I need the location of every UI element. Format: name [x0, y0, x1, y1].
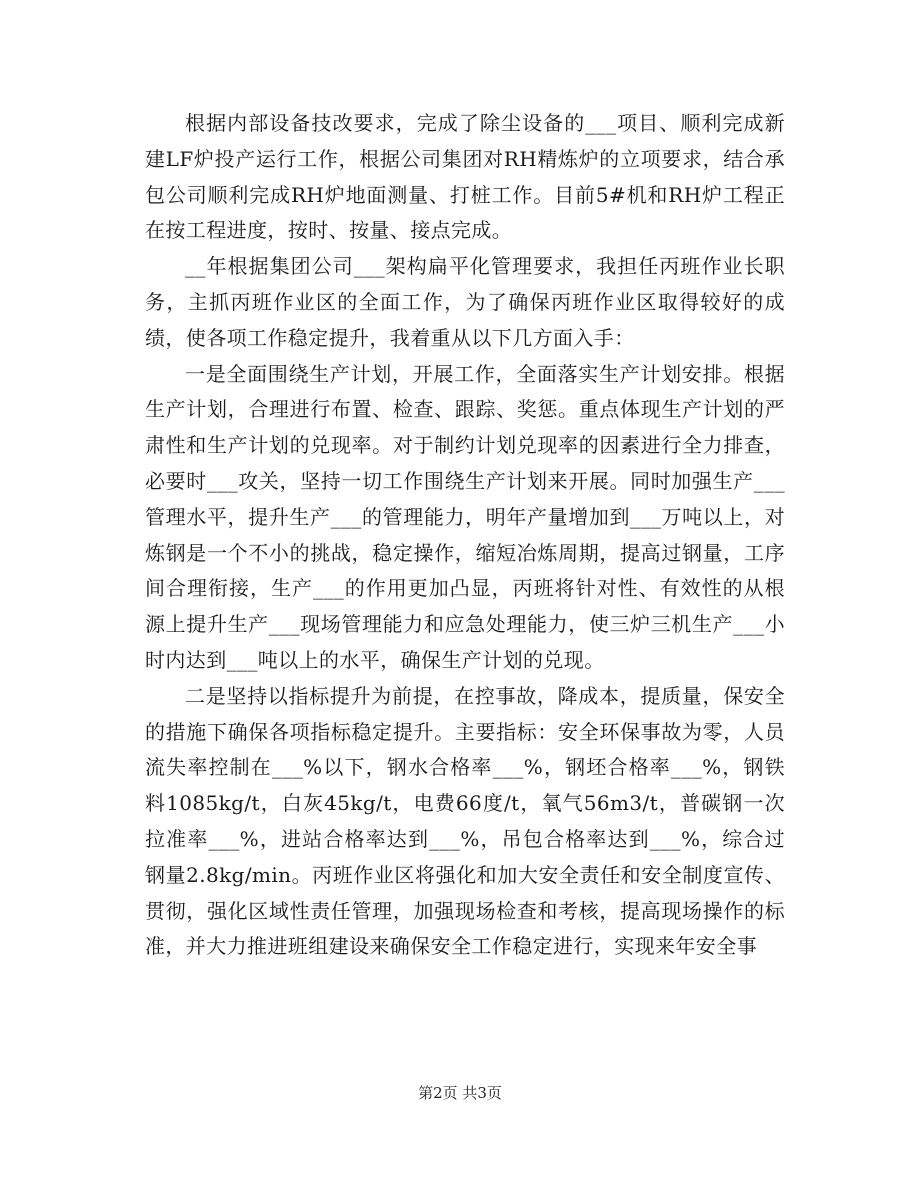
page-number-footer: 第2页 共3页 — [418, 1084, 502, 1102]
paragraph-equipment-upgrade: 根据内部设备技改要求，完成了除尘设备的___项目、顺利完成新建LF炉投产运行工作，根据公司集团对RH精炼炉的立项要求，结合承包公司顺利完成RH炉地面测量、打桩工作。目前5#机和RH炉工程正在按工程进度，按时、按量、接点完成。 — [145, 111, 785, 243]
paragraph-production-plan: 一是全面围绕生产计划，开展工作，全面落实生产计划安排。根据生产计划，合理进行布置、检查、跟踪、奖惩。重点体现生产计划的严肃性和生产计划的兑现率。对于制约计划兑现率的因素进行全力排查，必要时___攻关，坚持一切工作围绕生产计划来开展。同时加强生产___管理水平，提升生产___的管理能力，明年产量增加到___万吨以上，对炼钢是一个不小的挑战，稳定操作，缩短冶炼周期，提高过钢量，工序间合理衔接，生产___的作用更加凸显，丙班将针对性、有效性的从根源上提升生产___现场管理能力和应急处理能力，使三炉三机生产___小时内达到___吨以上的水平，确保生产计划的兑现。 — [145, 361, 785, 672]
paragraph-indicators: 二是坚持以指标提升为前提，在控事故，降成本，提质量，保安全的措施下确保各项指标稳定提升。主要指标：安全环保事故为零，人员流失率控制在___%以下，钢水合格率___%，钢坯合格率___%，钢铁料1085kg/t，白灰45kg/t，电费66度/t，氧气56m3/t，普碳钢一次拉准率___%，进站合格率达到___%，吊包合格率达到___%，综合过钢量2.8kg/min。丙班作业区将强化和加大安全责任和安全制度宣传、贯彻，强化区域性责任管理，加强现场检查和考核，提高现场操作的标准，并大力推进班组建设来确保安全工作稳定进行，实现来年安全事 — [145, 683, 785, 959]
document-body — [145, 106, 785, 965]
paragraph-role-assignment: __年根据集团公司___架构扁平化管理要求，我担任丙班作业长职务，主抓丙班作业区的全面工作，为了确保丙班作业区取得较好的成绩，使各项工作稳定提升，我着重从以下几方面入手： — [145, 254, 785, 350]
